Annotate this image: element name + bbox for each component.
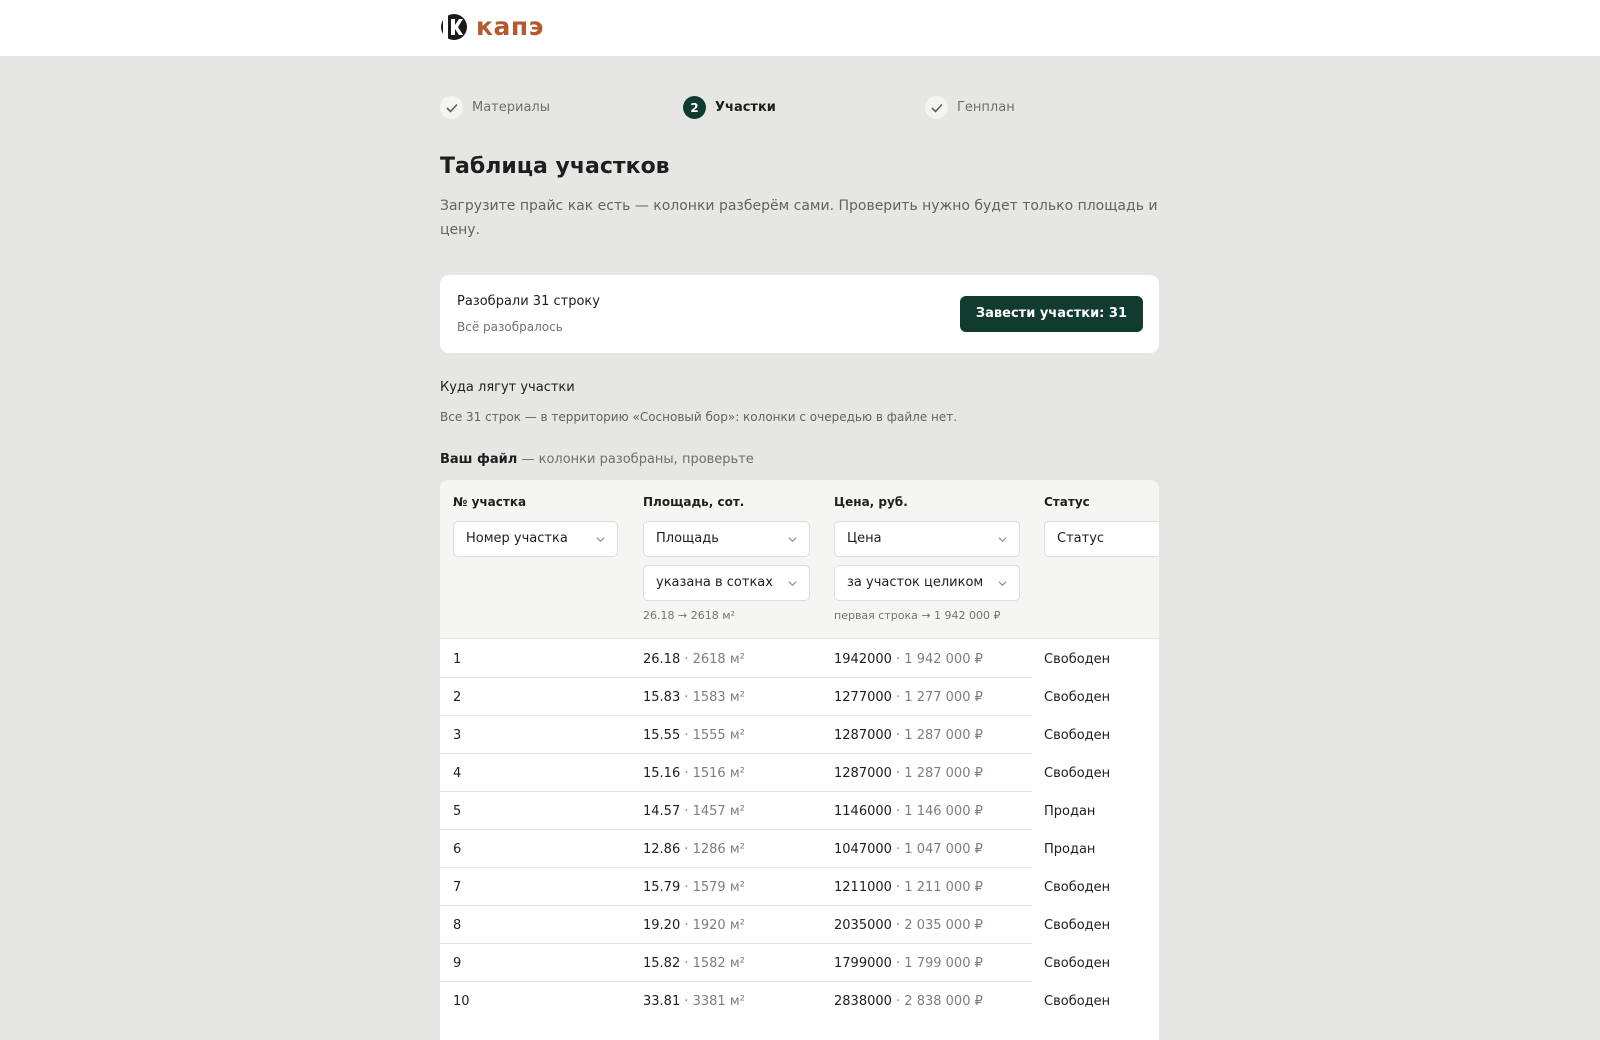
table-row xyxy=(440,792,1159,830)
price-formatted: · 1 211 000 ₽ xyxy=(891,880,983,895)
status-column-select[interactable] xyxy=(1044,521,1159,557)
logo-mark-icon xyxy=(440,13,468,41)
price-unit-select[interactable] xyxy=(834,565,1020,601)
select-value: Цена xyxy=(847,531,882,546)
area-cell xyxy=(643,728,745,743)
status-cell: Свободен xyxy=(1044,766,1111,781)
price-formatted: · 1 287 000 ₽ xyxy=(891,766,983,781)
area-cell xyxy=(643,652,745,667)
area-m2: · 1286 м² xyxy=(680,842,745,857)
price-column-select[interactable] xyxy=(834,521,1020,557)
plot-number: 5 xyxy=(453,804,462,819)
destination-title: Куда лягут участки xyxy=(440,380,575,395)
area-m2: · 1516 м² xyxy=(680,766,745,781)
price-cell xyxy=(834,956,983,971)
select-value: Статус xyxy=(1057,531,1105,546)
price-formatted: · 2 838 000 ₽ xyxy=(891,994,983,1009)
price-value: 1287000 xyxy=(834,728,892,743)
price-value: 1799000 xyxy=(834,956,892,971)
plot-number: 4 xyxy=(453,766,462,781)
area-unit-select[interactable] xyxy=(643,565,810,601)
table-row xyxy=(440,982,1159,1020)
area-m2: · 1582 м² xyxy=(680,956,745,971)
area-value: 26.18 xyxy=(643,652,681,667)
area-m2: · 3381 м² xyxy=(680,994,745,1009)
area-value: 15.82 xyxy=(643,956,681,971)
plot-number: 10 xyxy=(453,994,470,1009)
price-cell xyxy=(834,652,983,667)
select-value: за участок целиком xyxy=(847,575,984,590)
file-note: — колонки разобраны, проверьте xyxy=(517,452,754,467)
check-icon xyxy=(440,96,463,119)
summary-title: Разобрали 31 строку xyxy=(457,294,600,309)
chevron-down-icon xyxy=(998,535,1007,544)
destination-text: Все 31 строк — в территорию «Сосновый бор»: колонки с очередью в файле нет. xyxy=(440,410,958,424)
table-row xyxy=(440,640,1159,678)
status-cell: Свободен xyxy=(1044,690,1111,705)
number-column-select[interactable] xyxy=(453,521,618,557)
status-cell: Свободен xyxy=(1044,880,1111,895)
price-value: 1211000 xyxy=(834,880,892,895)
status-cell: Свободен xyxy=(1044,956,1111,971)
area-value: 15.83 xyxy=(643,690,681,705)
plot-number: 6 xyxy=(453,842,462,857)
price-formatted: · 2 035 000 ₽ xyxy=(891,918,983,933)
file-label: Ваш файл xyxy=(440,452,518,467)
area-cell xyxy=(643,994,745,1009)
price-value: 1047000 xyxy=(834,842,892,857)
table-body xyxy=(440,640,1159,1020)
step-masterplan[interactable] xyxy=(925,96,1015,119)
plot-number: 8 xyxy=(453,918,462,933)
brand-name: капэ xyxy=(476,12,544,41)
price-cell xyxy=(834,994,983,1009)
price-value: 1277000 xyxy=(834,690,892,705)
parse-summary-card xyxy=(440,275,1159,353)
area-m2: · 1920 м² xyxy=(680,918,745,933)
status-cell: Свободен xyxy=(1044,728,1111,743)
area-cell xyxy=(643,804,745,819)
area-value: 15.16 xyxy=(643,766,681,781)
table-row xyxy=(440,754,1159,792)
column-header-area: Площадь, сот. xyxy=(643,495,745,509)
page-title: Таблица участков xyxy=(440,154,670,179)
price-cell xyxy=(834,804,983,819)
area-column-select[interactable] xyxy=(643,521,810,557)
plot-number: 9 xyxy=(453,956,462,971)
area-value: 12.86 xyxy=(643,842,681,857)
area-cell xyxy=(643,956,745,971)
create-plots-button[interactable]: Завести участки: 31 xyxy=(960,296,1143,332)
step-number-badge: 2 xyxy=(683,96,706,119)
plot-number: 7 xyxy=(453,880,462,895)
area-m2: · 2618 м² xyxy=(680,652,745,667)
area-m2: · 1457 м² xyxy=(680,804,745,819)
price-value: 1287000 xyxy=(834,766,892,781)
area-cell xyxy=(643,880,745,895)
area-value: 14.57 xyxy=(643,804,681,819)
mapping-table xyxy=(440,480,1159,1040)
chevron-down-icon xyxy=(596,535,605,544)
status-cell: Свободен xyxy=(1044,918,1111,933)
price-cell xyxy=(834,880,983,895)
brand-logo[interactable] xyxy=(440,13,544,41)
column-header-price: Цена, руб. xyxy=(834,495,908,509)
table-row xyxy=(440,678,1159,716)
table-header xyxy=(440,480,1159,639)
plot-number: 3 xyxy=(453,728,462,743)
price-cell xyxy=(834,728,983,743)
area-m2: · 1583 м² xyxy=(680,690,745,705)
area-value: 15.79 xyxy=(643,880,681,895)
area-cell xyxy=(643,766,745,781)
step-label: Материалы xyxy=(472,100,550,115)
price-conversion-hint: первая строка → 1 942 000 ₽ xyxy=(834,609,1001,622)
area-m2: · 1555 м² xyxy=(680,728,745,743)
area-value: 19.20 xyxy=(643,918,681,933)
status-cell: Свободен xyxy=(1044,994,1111,1009)
price-value: 1146000 xyxy=(834,804,892,819)
price-cell xyxy=(834,842,983,857)
area-cell xyxy=(643,842,745,857)
area-conversion-hint: 26.18 → 2618 м² xyxy=(643,609,735,622)
area-cell xyxy=(643,918,745,933)
step-plots[interactable] xyxy=(683,96,776,119)
price-value: 2838000 xyxy=(834,994,892,1009)
plot-number: 2 xyxy=(453,690,462,705)
price-formatted: · 1 287 000 ₽ xyxy=(891,728,983,743)
price-cell xyxy=(834,766,983,781)
price-value: 2035000 xyxy=(834,918,892,933)
table-row xyxy=(440,906,1159,944)
chevron-down-icon xyxy=(788,535,797,544)
plot-number: 1 xyxy=(453,652,462,667)
table-row xyxy=(440,944,1159,982)
area-cell xyxy=(643,690,745,705)
price-formatted: · 1 047 000 ₽ xyxy=(891,842,983,857)
chevron-down-icon xyxy=(998,579,1007,588)
chevron-down-icon xyxy=(788,579,797,588)
summary-subtitle: Всё разобралось xyxy=(457,320,563,334)
check-icon xyxy=(925,96,948,119)
select-value: Площадь xyxy=(656,531,719,546)
column-header-status: Статус xyxy=(1044,495,1090,509)
file-heading xyxy=(440,452,754,467)
price-formatted: · 1 146 000 ₽ xyxy=(891,804,983,819)
table-row xyxy=(440,830,1159,868)
stepper xyxy=(440,96,1159,120)
status-cell: Продан xyxy=(1044,842,1096,857)
top-bar xyxy=(0,0,1600,56)
status-cell: Свободен xyxy=(1044,652,1111,667)
step-materials[interactable] xyxy=(440,96,550,119)
step-label: Генплан xyxy=(957,100,1015,115)
select-value: Номер участка xyxy=(466,531,568,546)
price-cell xyxy=(834,690,983,705)
page-subtitle: Загрузите прайс как есть — колонки разберём сами. Проверить нужно будет только площадь и цену. xyxy=(440,198,1158,238)
table-row xyxy=(440,716,1159,754)
price-formatted: · 1 942 000 ₽ xyxy=(891,652,983,667)
price-formatted: · 1 799 000 ₽ xyxy=(891,956,983,971)
price-formatted: · 1 277 000 ₽ xyxy=(891,690,983,705)
table-row xyxy=(440,868,1159,906)
area-value: 33.81 xyxy=(643,994,681,1009)
step-label: Участки xyxy=(715,100,776,115)
area-value: 15.55 xyxy=(643,728,681,743)
price-value: 1942000 xyxy=(834,652,892,667)
status-cell: Продан xyxy=(1044,804,1096,819)
area-m2: · 1579 м² xyxy=(680,880,745,895)
select-value: указана в сотках xyxy=(656,575,773,590)
price-cell xyxy=(834,918,983,933)
column-header-number: № участка xyxy=(453,495,527,509)
